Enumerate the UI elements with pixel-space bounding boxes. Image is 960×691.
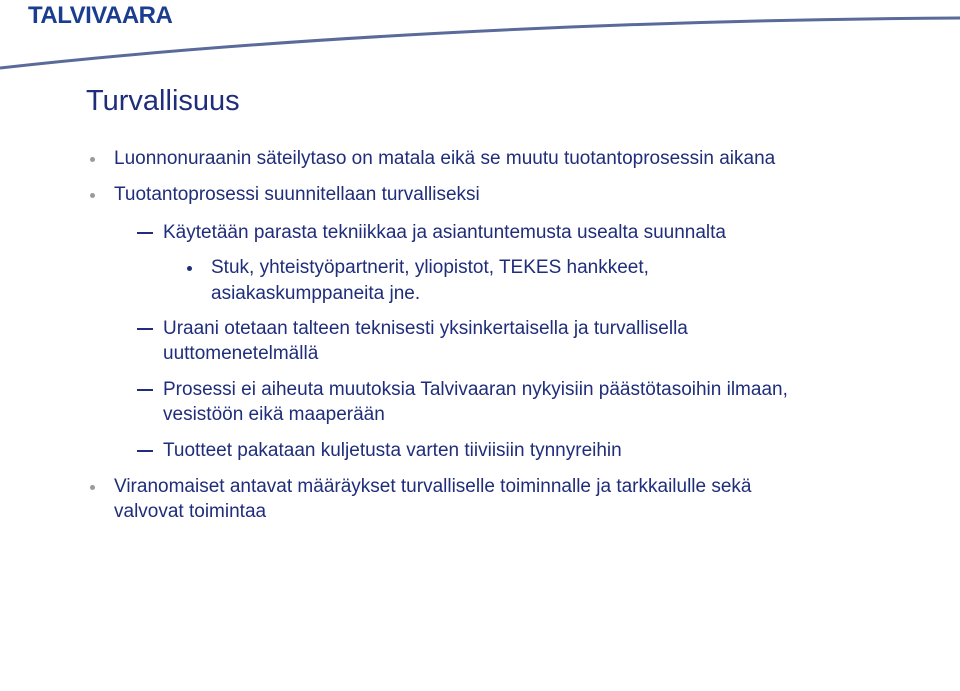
sub-bullet-line: vesistöön eikä maaperään xyxy=(163,404,385,425)
bullet-marker xyxy=(90,193,95,198)
dash-marker xyxy=(137,389,153,391)
company-logo: TALVIVAARA xyxy=(28,2,173,29)
bullet-marker xyxy=(90,485,95,490)
sub-sub-bullet-line: asiakaskumppaneita jne. xyxy=(211,283,421,304)
bullet-line: valvovat toimintaa xyxy=(114,501,267,522)
dash-marker xyxy=(137,232,153,234)
sub-bullet-line: uuttomenetelmällä xyxy=(163,343,319,364)
sub-bullet-item: Tuotteet pakataan kuljetusta varten tiiviisiin tynnyreihin xyxy=(163,440,622,461)
sub-bullet-line: Prosessi ei aiheuta muutoksia Talvivaaran nykyisiin päästötasoihin ilmaan, xyxy=(163,379,788,400)
dash-marker xyxy=(137,450,153,452)
dash-marker xyxy=(137,328,153,330)
bullet-item: Luonnonuraanin säteilytaso on matala eikä se muutu tuotantoprosessin aikana xyxy=(114,148,776,169)
bullet-marker xyxy=(90,157,95,162)
sub-sub-bullet-line: Stuk, yhteistyöpartnerit, yliopistot, TEKES hankkeet, xyxy=(211,257,649,278)
bullet-line: Viranomaiset antavat määräykset turvalliselle toiminnalle ja tarkkailulle sekä xyxy=(114,476,752,497)
bullet-item: Tuotantoprosessi suunnitellaan turvalliseksi xyxy=(114,184,480,205)
sub-bullet-item: Käytetään parasta tekniikkaa ja asiantuntemusta usealta suunnalta xyxy=(163,222,726,243)
sub-bullet-line: Uraani otetaan talteen teknisesti yksinkertaisella ja turvallisella xyxy=(163,318,688,339)
sub-sub-bullet-marker xyxy=(187,266,192,271)
slide-title: Turvallisuus xyxy=(86,85,240,117)
